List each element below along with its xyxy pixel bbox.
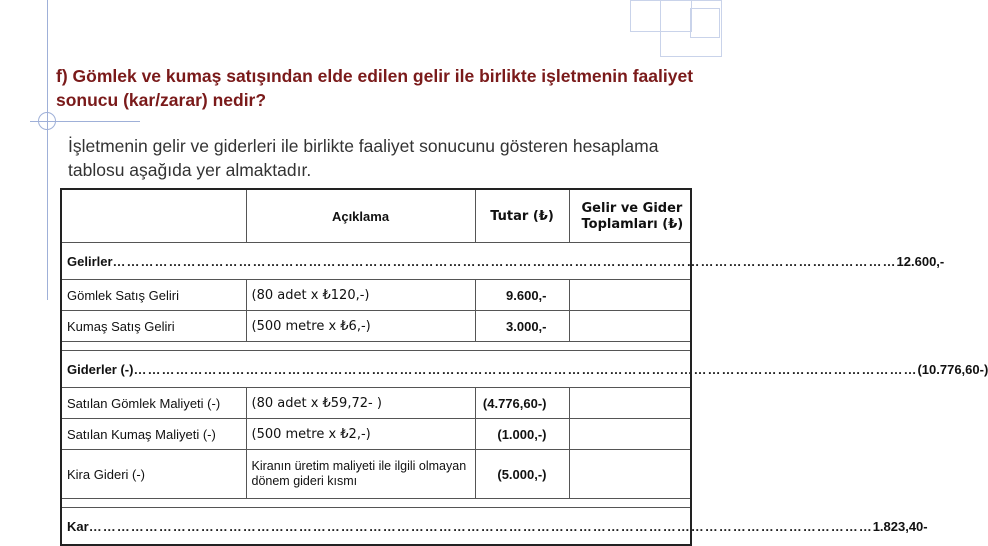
row-calc: (80 adet x ₺120,-)	[246, 280, 475, 311]
row-item: Kira Gideri (-)	[61, 450, 246, 499]
table-row	[61, 388, 691, 419]
header-total: Gelir ve Gider Toplamları (₺)	[569, 189, 691, 243]
profit-row: Kar …………………………………………………………………………………………………………………………………………………… 1.823,40-	[61, 508, 691, 546]
row-calc: Kiranın üretim maliyeti ile ilgili olmayan dönem gideri kısmı	[246, 450, 475, 499]
intro-text: İşletmenin gelir ve giderleri ile birlikte faaliyet sonucunu gösteren hesaplama tablosu aşağıda yer almaktadır.	[68, 136, 659, 180]
decorative-corner-squares	[560, 0, 720, 60]
decorative-vertical-line	[47, 0, 48, 300]
table-header-row	[61, 189, 691, 243]
row-calc: (80 adet x ₺59,72- )	[246, 388, 475, 419]
row-item: Gömlek Satış Geliri	[61, 280, 246, 311]
table-row	[61, 311, 691, 342]
profit-label: Kar	[67, 518, 89, 534]
header-description: Açıklama	[246, 189, 475, 243]
income-total: 12.600,-	[896, 253, 945, 269]
income-label: Gelirler	[67, 253, 113, 269]
question-heading: f) Gömlek ve kumaş satışından elde edilen gelir ile birlikte işletmenin faaliyet sonucu (kar/zarar) nedir?	[56, 66, 694, 110]
income-statement-table	[60, 188, 988, 546]
table-row	[61, 280, 691, 311]
expenses-total: (10.776,60-)	[917, 361, 988, 377]
row-amount: 3.000,-	[475, 311, 569, 342]
row-amount: 9.600,-	[475, 280, 569, 311]
header-amount: Tutar (₺)	[475, 189, 569, 243]
table-row	[61, 450, 691, 499]
row-item: Satılan Kumaş Maliyeti (-)	[61, 419, 246, 450]
table-row	[61, 419, 691, 450]
decorative-circle	[38, 112, 56, 130]
row-item: Satılan Gömlek Maliyeti (-)	[61, 388, 246, 419]
row-amount: (1.000,-)	[475, 419, 569, 450]
row-item: Kumaş Satış Geliri	[61, 311, 246, 342]
row-amount: (5.000,-)	[475, 450, 569, 499]
expenses-label: Giderler (-)	[67, 361, 134, 377]
expenses-section-row: Giderler (-) …………………………………………………………………………………………………………………………………………………… (10.776,60-)	[61, 351, 691, 388]
row-amount: (4.776,60-)	[475, 388, 569, 419]
row-calc: (500 metre x ₺6,-)	[246, 311, 475, 342]
profit-total: 1.823,40-	[872, 518, 928, 534]
income-section-row: Gelirler …………………………………………………………………………………………………………………………………………………… 12.600,-	[61, 243, 691, 280]
row-calc: (500 metre x ₺2,-)	[246, 419, 475, 450]
